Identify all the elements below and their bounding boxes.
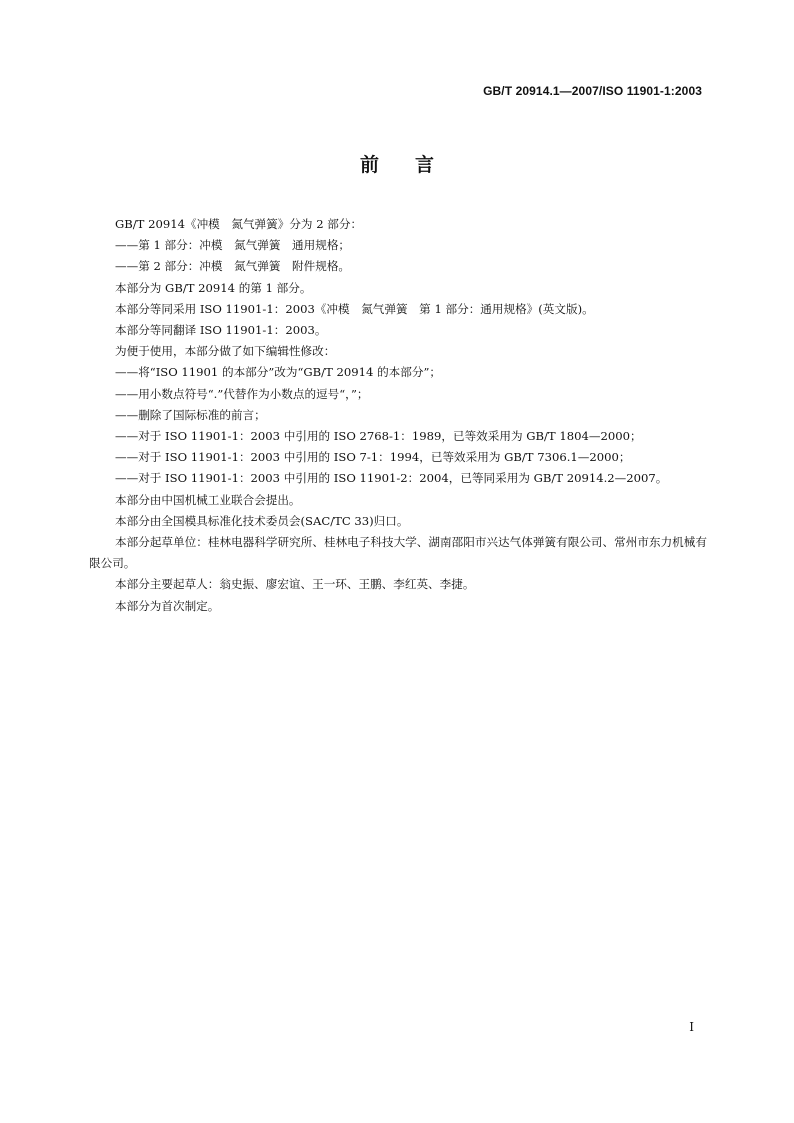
paragraph-drafting-organizations: 本部分起草单位：桂林电器科学研究所、桂林电子科技大学、湖南邵阳市兴达气体弹簧有限公司、常州市东力机械有限公司。 (89, 535, 707, 571)
list-item-rename: ——将“ISO 11901 的本部分”改为“GB/T 20914 的本部分”； (115, 365, 441, 380)
list-item-part-2: ——第 2 部分：冲模 氮气弹簧 附件规格。 (115, 259, 351, 274)
paragraph-first-edition: 本部分为首次制定。 (115, 598, 220, 613)
list-item-iso-7: ——对于 ISO 11901-1：2003 中引用的 ISO 7-1：1994，已等效采用为 GB/T 7306.1—2000； (115, 450, 631, 465)
paragraph-editorial-changes-intro: 为便于使用，本部分做了如下编辑性修改： (115, 344, 336, 359)
paragraph-technical-committee: 本部分由全国模具标准化技术委员会(SAC/TC 33)归口。 (115, 513, 409, 528)
list-item-part-1: ——第 1 部分：冲模 氮气弹簧 通用规格； (115, 238, 351, 253)
paragraph-proposed-by: 本部分由中国机械工业联合会提出。 (115, 492, 301, 507)
standard-number-header: GB/T 20914.1—2007/ISO 11901-1:2003 (483, 84, 702, 98)
list-item-decimal-point: ——用小数点符号“.”代替作为小数点的逗号“，”； (115, 386, 369, 401)
list-item-iso-11901-2: ——对于 ISO 11901-1：2003 中引用的 ISO 11901-2：2004，已等同采用为 GB/T 20914.2—2007。 (115, 471, 668, 486)
list-item-foreword-removed: ——删除了国际标准的前言； (115, 407, 266, 422)
paragraph-structure-intro: GB/T 20914《冲模 氮气弹簧》分为 2 部分： (115, 217, 363, 231)
page-title: 前言 (359, 154, 470, 176)
paragraph-translation: 本部分等同翻译 ISO 11901-1：2003。 (115, 323, 327, 338)
paragraph-drafters: 本部分主要起草人：翁史振、廖宏谊、王一环、王鹏、李红英、李捷。 (115, 577, 475, 592)
foreword-body (89, 214, 707, 617)
page-number: I (689, 1020, 694, 1034)
list-item-iso-2768: ——对于 ISO 11901-1：2003 中引用的 ISO 2768-1：1989，已等效采用为 GB/T 1804—2000； (115, 429, 642, 444)
paragraph-this-part: 本部分为 GB/T 20914 的第 1 部分。 (115, 280, 312, 295)
paragraph-identical-adoption: 本部分等同采用 ISO 11901-1：2003《冲模 氮气弹簧 第 1 部分：通用规格》(英文版)。 (115, 301, 594, 316)
